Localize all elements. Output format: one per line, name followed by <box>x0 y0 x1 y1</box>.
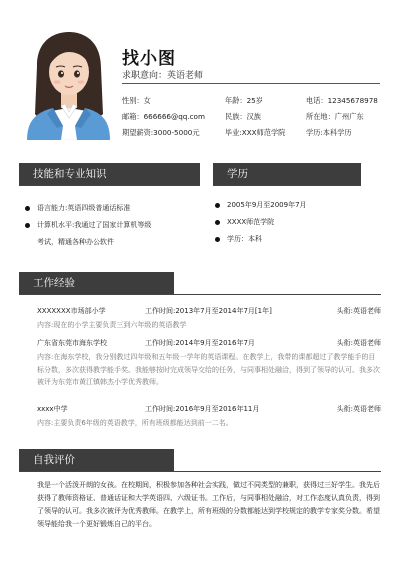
salary-field: 期望薪资:3000-5000元 <box>122 128 200 137</box>
self-eval-heading: 自我评价 <box>19 449 174 471</box>
email-field: 邮箱：666666@qq.com <box>122 112 205 121</box>
gender-field: 性别：女 <box>122 96 151 105</box>
bullet-icon <box>25 223 30 228</box>
avatar <box>17 28 120 140</box>
bullet-icon <box>25 206 30 211</box>
bullet-icon <box>215 203 220 208</box>
list-item <box>23 220 208 247</box>
skill-text-cont: 考试，精通各种办公软件 <box>37 238 114 246</box>
education-text: 2005年9月至2009年7月 <box>227 201 307 209</box>
skill-text: 计算机水平:我通过了国家计算机等级 <box>37 221 152 229</box>
experience-entry <box>37 404 381 430</box>
list-item <box>23 203 208 213</box>
list-item <box>213 200 383 210</box>
bullet-icon <box>215 220 220 225</box>
location-field: 所在地：广州广东 <box>306 112 364 121</box>
education-text: 学历：本科 <box>227 235 262 243</box>
exp-org: XXXXXXX市场部小学 <box>37 307 106 315</box>
skills-list <box>23 203 208 254</box>
graduation-field: 毕业:XXX师范学院 <box>225 128 286 137</box>
self-eval-text: 我是一个活泼开朗的女孩。在校期间，积极参加各种社会实践，做过不同类型的兼职，获得过三好学生。我先后获得了教师资格证、普通话证和大学英语四、六级证书。工作后，与同事相处融洽，对工作态度认真负责，得到了领导的认可。我多次被评为优秀教师。在教学上，所有班级的分数都能达到学校规定的教学专家奖分数。希望领导能给我一个更好锻炼自己的平台。 <box>37 481 380 528</box>
exp-org: 广东省东莞市海东学校 <box>37 339 107 347</box>
page-title: 找小图 <box>122 49 176 69</box>
exp-desc: 内容:现在的小学主要负责三到六年级的英语教学 <box>37 321 187 329</box>
divider <box>122 83 380 84</box>
ethnicity-field: 民族：汉族 <box>225 112 261 121</box>
experience-entry <box>37 338 381 389</box>
list-item <box>213 217 383 227</box>
education-list <box>213 200 383 251</box>
education-heading: 学历 <box>213 163 361 185</box>
bullet-icon <box>215 237 220 242</box>
degree-field: 学历:本科学历 <box>306 128 352 137</box>
phone-field: 电话：12345678978 <box>306 96 378 105</box>
skills-heading: 技能和专业知识 <box>19 163 200 185</box>
education-underline <box>213 185 361 186</box>
exp-org: xxxx中学 <box>37 405 68 413</box>
experience-underline <box>19 294 381 295</box>
self-eval-underline <box>19 471 381 472</box>
experience-heading: 工作经验 <box>19 272 174 294</box>
job-intent: 求职意向：英语老师 <box>122 71 204 81</box>
education-text: XXXX师范学院 <box>227 218 275 226</box>
exp-time: 工作时间:2016年9月至2016年11月 <box>145 405 260 413</box>
exp-time: 工作时间:2014年9月至2016年7月 <box>145 339 255 347</box>
age-field: 年龄：25岁 <box>225 96 263 105</box>
exp-title: 头衔:英语老师 <box>336 405 381 413</box>
exp-title: 头衔:英语老师 <box>336 307 381 315</box>
skills-underline <box>19 185 200 186</box>
exp-title: 头衔:英语老师 <box>336 339 381 347</box>
exp-desc: 内容:主要负责6年级的英语教学，所有班级都能达到前一二名。 <box>37 419 233 427</box>
exp-time: 工作时间:2013年7月至2014年7月[1年] <box>145 307 272 315</box>
skill-text: 语言能力:英语四级普通话标准 <box>37 204 131 212</box>
experience-entry <box>37 306 381 332</box>
exp-desc: 内容:在海东学校，我分别教过四年级和五年级一学年的英语课程。在教学上，我带的课都超过了教学能手的目标分数，多次获得教学能手奖。我能够按时完成领导交给的任务，与同事相处融洽，得到了领导的认可。我多次被评为东莞市黄江镇韩杰小学优秀教师。 <box>37 353 380 386</box>
list-item <box>213 234 383 244</box>
